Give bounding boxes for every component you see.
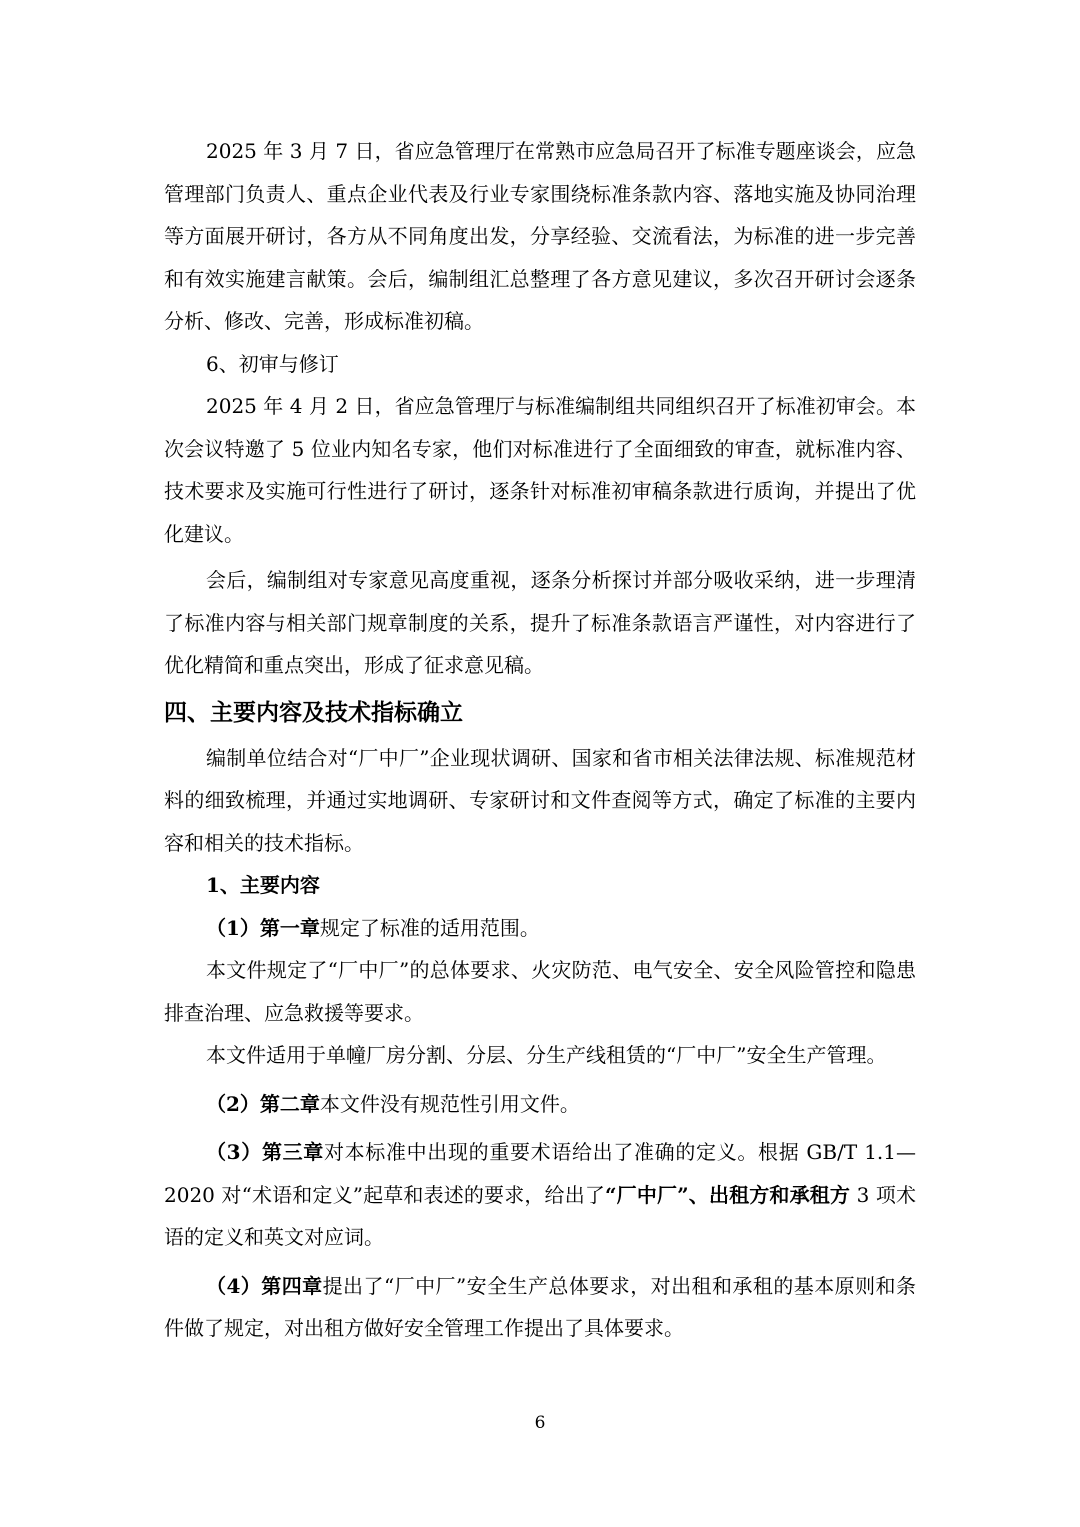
- section-6-title: 6、初审与修订: [206, 351, 339, 376]
- chapter-3-text-2: 3 项术语的定义和英文对应词。: [164, 1182, 916, 1249]
- section-heading-4: 四、主要内容及技术指标确立: [164, 699, 463, 726]
- paragraph-meeting-april: 2025 年 4 月 2 日，省应急管理厅与标准编制组共同组织召开了标准初审会。本次会议特邀了 5 位业内知名专家，他们对标准进行了全面细致的审查，就标准内容、技术要求及实施可行性进行了研讨，逐条针对标准初审稿条款进行质询，并提出了优化建议。: [164, 394, 916, 546]
- subsection-main-content: 1、主要内容: [206, 873, 320, 897]
- chapter-1-item: [164, 907, 916, 950]
- chapter-3-title: 第三章: [261, 1140, 324, 1164]
- chapter-2-text: 本文件没有规范性引用文件。: [319, 1091, 580, 1116]
- chapter-3-item: [164, 1131, 916, 1259]
- paragraph-meeting-march: 2025 年 3 月 7 日，省应急管理厅在常熟市应急局召开了标准专题座谈会，应急管理部门负责人、重点企业代表及行业专家围绕标准条款内容、落地实施及协同治理等方面展开研讨，各方从不同角度出发，分享经验、交流看法，为标准的进一步完善和有效实施建言献策。会后，编制组汇总整理了各方意见建议，多次召开研讨会逐条分析、修改、完善，形成标准初稿。: [164, 139, 916, 333]
- chapter-1-text: 规定了标准的适用范围。: [319, 915, 540, 940]
- chapter-2-number: （2）: [206, 1091, 260, 1116]
- chapter-4-number: （4）: [206, 1273, 262, 1298]
- chapter-4-title: 第四章: [261, 1273, 323, 1298]
- chapter-1-title: 第一章: [259, 915, 320, 940]
- document-body: [164, 130, 916, 1350]
- paragraph-scope-applicability: 本文件适用于单幢厂房分割、分层、分生产线租赁的“厂中厂”安全生产管理。: [206, 1043, 887, 1067]
- page-number: 6: [534, 1413, 546, 1433]
- chapter-3-number: （3）: [206, 1140, 262, 1164]
- chapter-1-number: （1）: [206, 915, 260, 940]
- paragraph-scope-requirements: 本文件规定了“厂中厂”的总体要求、火灾防范、电气安全、安全风险管控和隐患排查治理、应急救援等要求。: [164, 958, 916, 1025]
- chapter-3-terms: “厂中厂”、出租方和承租方: [605, 1182, 851, 1207]
- paragraph-after-review: 会后，编制组对专家意见高度重视，逐条分析探讨并部分吸收采纳，进一步理清了标准内容与相关部门规章制度的关系，提升了标准条款语言严谨性，对内容进行了优化精简和重点突出，形成了征求意见稿。: [164, 568, 916, 677]
- chapter-4-item: [164, 1265, 916, 1350]
- chapter-4-text: 提出了“厂中厂”安全生产总体要求，对出租和承租的基本原则和条件做了规定，对出租方做好安全管理工作提出了具体要求。: [164, 1273, 917, 1340]
- chapter-2-title: 第二章: [259, 1091, 320, 1116]
- chapter-3-text-1: 对本标准中出现的重要术语给出了准确的定义。根据 GB/T 1.1—2020 对“术语和定义”起草和表述的要求，给出了: [164, 1140, 916, 1207]
- chapter-2-item: [164, 1083, 916, 1126]
- paragraph-content-intro: 编制单位结合对“厂中厂”企业现状调研、国家和省市相关法律法规、标准规范材料的细致梳理，并通过实地调研、专家研讨和文件查阅等方式，确定了标准的主要内容和相关的技术指标。: [164, 745, 916, 855]
